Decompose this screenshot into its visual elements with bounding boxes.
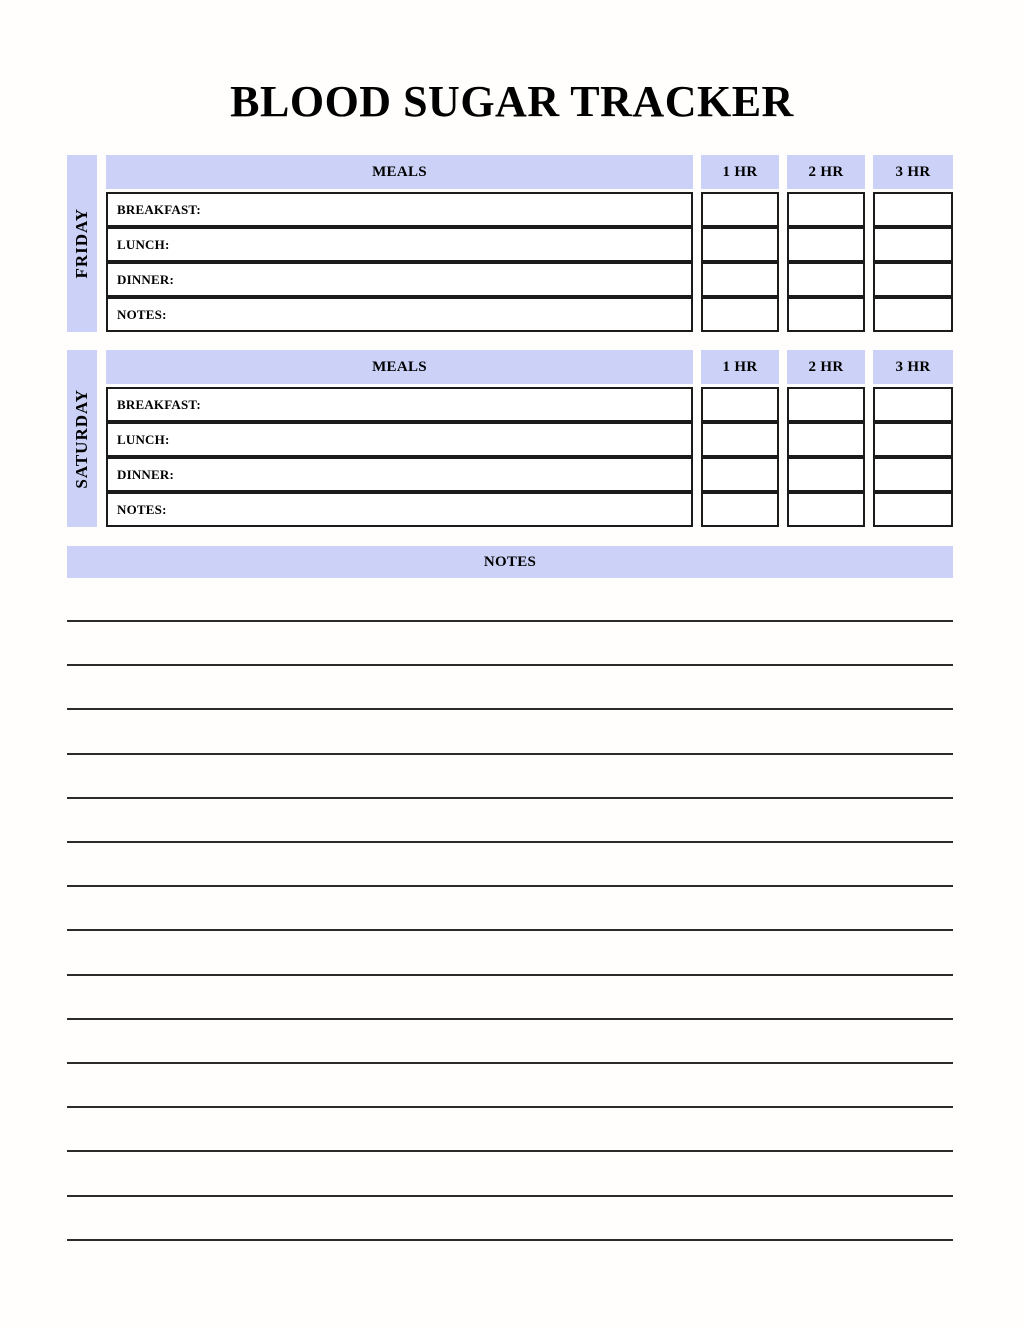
table-row (106, 262, 953, 297)
meal-cell (106, 422, 693, 457)
meal-cell (106, 492, 693, 527)
table-row (106, 492, 953, 527)
day-table-saturday (106, 350, 953, 527)
note-line (67, 1150, 953, 1152)
meal-cell (106, 262, 693, 297)
day-strip-saturday (67, 350, 97, 527)
notes-header-band (67, 546, 953, 578)
meal-label: DINNER: (117, 271, 175, 287)
hr-3-cell (873, 422, 953, 457)
hr-1-cell (701, 492, 779, 527)
hr-1-cell (701, 227, 779, 262)
hr-1-header: 1 HR (701, 350, 779, 384)
table-row (106, 297, 953, 332)
table-row (106, 387, 953, 422)
hr-2-cell (787, 297, 865, 332)
meal-label: NOTES: (117, 306, 167, 322)
hr-1-header: 1 HR (701, 155, 779, 189)
note-line (67, 753, 953, 755)
meal-label: LUNCH: (117, 431, 170, 447)
hr-2-cell (787, 192, 865, 227)
table-row (106, 192, 953, 227)
hr-3-cell (873, 492, 953, 527)
hr-3-cell (873, 262, 953, 297)
hr-2-cell (787, 387, 865, 422)
meal-label: DINNER: (117, 466, 175, 482)
hr-3-header: 3 HR (873, 155, 953, 189)
meal-label: BREAKFAST: (117, 396, 201, 412)
hr-1-cell (701, 262, 779, 297)
hr-1-cell (701, 422, 779, 457)
day-section-saturday (67, 350, 953, 527)
table-header-row (106, 350, 953, 384)
meal-cell (106, 297, 693, 332)
table-row (106, 457, 953, 492)
note-line (67, 664, 953, 666)
hr-2-cell (787, 492, 865, 527)
meal-label: LUNCH: (117, 236, 170, 252)
day-strip-friday (67, 155, 97, 332)
hr-2-cell (787, 262, 865, 297)
hr-2-header: 2 HR (787, 350, 865, 384)
day-section-friday (67, 155, 953, 332)
table-row (106, 227, 953, 262)
note-line (67, 620, 953, 622)
meal-label: BREAKFAST: (117, 201, 201, 217)
table-body (106, 387, 953, 527)
meals-header: MEALS (106, 155, 693, 189)
meal-cell (106, 227, 693, 262)
hr-1-cell (701, 297, 779, 332)
hr-3-cell (873, 192, 953, 227)
note-line (67, 708, 953, 710)
hr-1-cell (701, 192, 779, 227)
meal-cell (106, 192, 693, 227)
hr-3-cell (873, 387, 953, 422)
day-label: SATURDAY (72, 388, 91, 489)
note-line (67, 1062, 953, 1064)
note-line (67, 1195, 953, 1197)
hr-2-cell (787, 457, 865, 492)
day-table-friday (106, 155, 953, 332)
hr-2-cell (787, 227, 865, 262)
day-label: FRIDAY (72, 208, 91, 279)
hr-2-header: 2 HR (787, 155, 865, 189)
note-line (67, 1106, 953, 1108)
page-title: BLOOD SUGAR TRACKER (230, 77, 794, 126)
note-line (67, 929, 953, 931)
hr-3-cell (873, 457, 953, 492)
hr-3-cell (873, 297, 953, 332)
hr-3-header: 3 HR (873, 350, 953, 384)
table-body (106, 192, 953, 332)
note-line (67, 885, 953, 887)
hr-3-cell (873, 227, 953, 262)
meal-cell (106, 387, 693, 422)
meal-label: NOTES: (117, 501, 167, 517)
note-line (67, 797, 953, 799)
note-line (67, 974, 953, 976)
table-header-row (106, 155, 953, 189)
notes-header: NOTES (483, 553, 537, 570)
table-row (106, 422, 953, 457)
hr-1-cell (701, 387, 779, 422)
hr-2-cell (787, 422, 865, 457)
note-line (67, 841, 953, 843)
note-line (67, 1018, 953, 1020)
meal-cell (106, 457, 693, 492)
note-line (67, 1239, 953, 1241)
hr-1-cell (701, 457, 779, 492)
meals-header: MEALS (106, 350, 693, 384)
